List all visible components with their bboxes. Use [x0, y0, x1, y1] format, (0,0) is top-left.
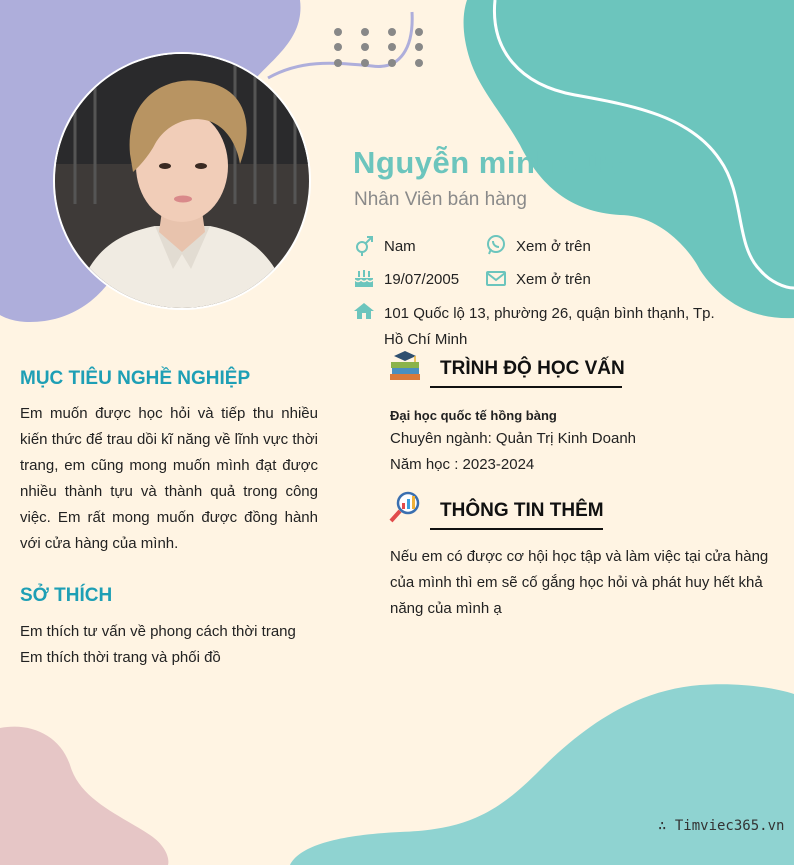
objective-title: MỤC TIÊU NGHỀ NGHIỆP: [20, 368, 251, 389]
hobby-item: Em thích tư vấn về phong cách thời trang: [20, 623, 296, 640]
birthday-value: 19/07/2005: [384, 271, 460, 288]
major: Chuyên ngành: Quản Trị Kinh Doanh: [390, 430, 636, 447]
cake-icon: [353, 267, 375, 289]
books-icon: [388, 350, 422, 382]
school-name: Đại học quốc tế hồng bàng: [390, 408, 557, 423]
teal-blob-bottom: [290, 684, 794, 865]
phone-value: Xem ở trên: [516, 238, 591, 255]
objective-text: Em muốn được học hỏi và tiếp thu nhiều kiến thức để trau dồi kĩ năng về lĩnh vực thời trang, em cũng mong muốn mình đạt được nhiều thành tựu và thành quả trong công việc. Em rất mong muốn được đồng hành với cửa hàng của mình.: [20, 405, 318, 552]
mail-icon: [485, 267, 507, 289]
additional-info-title-underline: [430, 528, 603, 530]
hobby-item: Em thích thời trang và phối đồ: [20, 649, 221, 666]
candidate-name: Nguyễn minh đức: [353, 145, 625, 180]
job-position: Nhân Viên bán hàng: [354, 189, 527, 210]
hobbies-title: SỞ THÍCH: [20, 585, 113, 606]
profile-photo: [53, 52, 311, 310]
email-value: Xem ở trên: [516, 271, 591, 288]
address-value: 101 Quốc lộ 13, phường 26, quận bình thạnh, Tp. Hồ Chí Minh: [384, 305, 715, 348]
brand-watermark: ∴ Timviec365.vn: [658, 818, 785, 834]
study-years: Năm học : 2023-2024: [390, 456, 535, 473]
brand-label: Timviec365.vn: [674, 818, 785, 834]
gender-value: Nam: [384, 238, 416, 255]
education-title-underline: [430, 386, 622, 388]
additional-info-title: THÔNG TIN THÊM: [440, 500, 604, 521]
whatsapp-icon: [485, 234, 507, 256]
pink-blob: [0, 727, 168, 865]
home-icon: [353, 300, 375, 322]
gender-icon: [353, 234, 375, 256]
additional-info-text: Nếu em có được cơ hội học tập và làm việc tại cửa hàng của mình thì em sẽ cố gắng học hỏi và phát huy hết khả năng của mình ạ: [390, 548, 769, 617]
analytics-icon: [388, 491, 422, 523]
education-title: TRÌNH ĐỘ HỌC VẤN: [440, 358, 625, 379]
